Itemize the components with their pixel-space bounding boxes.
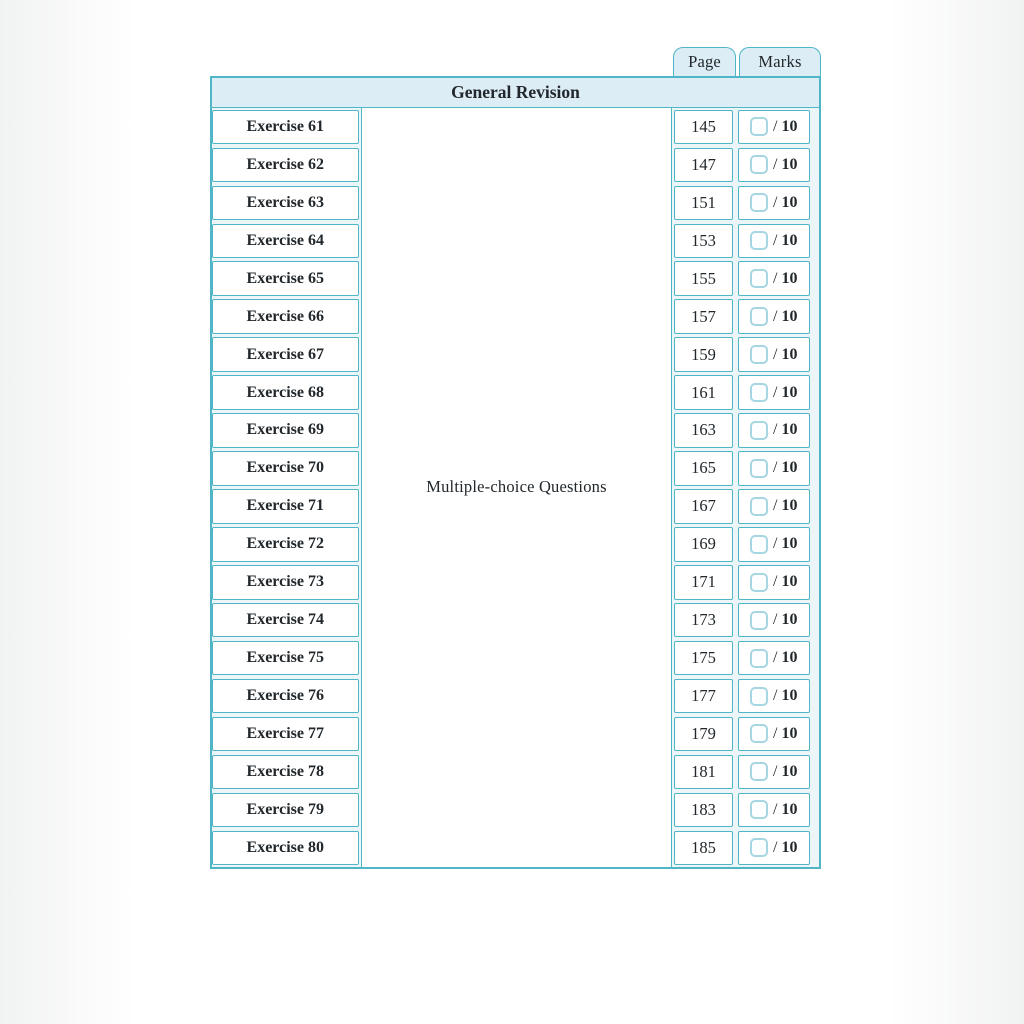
page-number: 145 — [691, 116, 716, 136]
middle-label: Multiple-choice Questions — [426, 477, 607, 497]
table-row — [212, 374, 361, 412]
page-cell — [674, 565, 733, 600]
exercise-label: Exercise 64 — [246, 231, 324, 249]
marks-checkbox[interactable] — [750, 535, 768, 554]
page-cell — [674, 527, 733, 562]
table-row — [735, 184, 819, 222]
page-number: 165 — [691, 458, 716, 478]
marks-max: 10 — [781, 421, 798, 439]
marks-slash: / — [773, 383, 778, 401]
page-number: 181 — [691, 761, 716, 781]
table-row — [735, 829, 819, 867]
marks-max: 10 — [781, 838, 798, 856]
page-cell — [674, 299, 733, 334]
marks-slash: / — [773, 838, 778, 856]
marks-cell — [738, 110, 811, 145]
tab-marks-header — [739, 47, 821, 76]
table-row — [735, 639, 819, 677]
table-row — [212, 829, 361, 867]
marks-max: 10 — [781, 762, 798, 780]
exercise-cell — [212, 641, 359, 676]
page-number: 183 — [691, 799, 716, 819]
marks-max: 10 — [781, 231, 798, 249]
table-row — [212, 791, 361, 829]
page-number: 155 — [691, 268, 716, 288]
marks-max: 10 — [781, 345, 798, 363]
page-cell — [674, 679, 733, 714]
table-row — [735, 108, 819, 146]
marks-checkbox[interactable] — [750, 193, 768, 212]
table-row — [735, 298, 819, 336]
page-number: 179 — [691, 723, 716, 743]
page-number: 177 — [691, 686, 716, 706]
table-row — [212, 639, 361, 677]
exercise-label: Exercise 78 — [246, 762, 324, 780]
table-row — [672, 563, 735, 601]
exercise-label: Exercise 66 — [246, 307, 324, 325]
table-row — [672, 108, 735, 146]
exercise-label: Exercise 70 — [246, 459, 324, 477]
exercise-label: Exercise 74 — [246, 611, 324, 629]
marks-checkbox[interactable] — [750, 762, 768, 781]
marks-checkbox[interactable] — [750, 649, 768, 668]
marks-cell — [738, 261, 811, 296]
table-row — [735, 525, 819, 563]
page-number: 147 — [691, 154, 716, 174]
page-cell — [674, 755, 733, 790]
marks-checkbox[interactable] — [750, 117, 768, 136]
page-cell — [674, 717, 733, 752]
page-number: 171 — [691, 572, 716, 592]
marks-max: 10 — [781, 611, 798, 629]
marks-checkbox[interactable] — [750, 155, 768, 174]
marks-slash: / — [773, 421, 778, 439]
table-row — [212, 563, 361, 601]
exercise-label: Exercise 71 — [246, 497, 324, 515]
exercise-label: Exercise 61 — [246, 117, 324, 135]
page-number: 169 — [691, 534, 716, 554]
marks-slash: / — [773, 762, 778, 780]
exercise-label: Exercise 62 — [246, 155, 324, 173]
exercise-cell — [212, 679, 359, 714]
marks-slash: / — [773, 155, 778, 173]
table-row — [212, 222, 361, 260]
marks-cell — [738, 186, 811, 221]
exercise-cell — [212, 793, 359, 828]
marks-max: 10 — [781, 573, 798, 591]
marks-cell — [738, 224, 811, 259]
table-row — [735, 449, 819, 487]
exercise-cell — [212, 224, 359, 259]
table-row — [212, 601, 361, 639]
marks-max: 10 — [781, 193, 798, 211]
page-cell — [674, 110, 733, 145]
table-row — [212, 336, 361, 374]
table-row — [212, 298, 361, 336]
marks-cell — [738, 831, 811, 866]
marks-slash: / — [773, 345, 778, 363]
page-number: 163 — [691, 420, 716, 440]
page-cell — [674, 489, 733, 524]
marks-cell — [738, 299, 811, 334]
marks-checkbox[interactable] — [750, 724, 768, 743]
table-row — [735, 222, 819, 260]
marks-max: 10 — [781, 535, 798, 553]
tab-page-header — [673, 47, 736, 76]
marks-column — [735, 108, 819, 867]
table-row — [672, 222, 735, 260]
page-number: 151 — [691, 192, 716, 212]
exercise-cell — [212, 755, 359, 790]
table-row — [735, 260, 819, 298]
marks-slash: / — [773, 687, 778, 705]
table-row — [672, 374, 735, 412]
marks-cell — [738, 793, 811, 828]
marks-checkbox[interactable] — [750, 307, 768, 326]
table-row — [735, 753, 819, 791]
exercise-label: Exercise 77 — [246, 724, 324, 742]
contents-table — [210, 47, 821, 869]
exercise-cell — [212, 717, 359, 752]
marks-cell — [738, 375, 811, 410]
table-row — [212, 449, 361, 487]
table-row — [735, 412, 819, 450]
table-row — [212, 677, 361, 715]
table-row — [672, 449, 735, 487]
marks-slash: / — [773, 269, 778, 287]
table-row — [212, 487, 361, 525]
table-row — [672, 336, 735, 374]
marks-slash: / — [773, 611, 778, 629]
column-tabs — [210, 47, 821, 76]
table-row — [735, 336, 819, 374]
exercise-label: Exercise 63 — [246, 193, 324, 211]
marks-checkbox[interactable] — [750, 800, 768, 819]
marks-max: 10 — [781, 269, 798, 287]
page-cell — [674, 603, 733, 638]
exercise-cell — [212, 110, 359, 145]
table-row — [735, 563, 819, 601]
marks-checkbox[interactable] — [750, 231, 768, 250]
marks-checkbox[interactable] — [750, 421, 768, 440]
page-cell — [674, 148, 733, 183]
exercise-label: Exercise 72 — [246, 535, 324, 553]
table-row — [212, 412, 361, 450]
marks-max: 10 — [781, 155, 798, 173]
page-cell — [674, 375, 733, 410]
exercise-label: Exercise 73 — [246, 573, 324, 591]
middle-column — [361, 108, 672, 867]
table-row — [735, 601, 819, 639]
exercise-cell — [212, 413, 359, 448]
marks-checkbox[interactable] — [750, 611, 768, 630]
table-row — [735, 487, 819, 525]
marks-checkbox[interactable] — [750, 838, 768, 857]
table-row — [735, 677, 819, 715]
table-row — [672, 525, 735, 563]
table-row — [212, 753, 361, 791]
table-body — [212, 108, 819, 867]
page-number: 167 — [691, 496, 716, 516]
marks-max: 10 — [781, 383, 798, 401]
table-row — [672, 791, 735, 829]
marks-cell — [738, 413, 811, 448]
exercise-label: Exercise 75 — [246, 649, 324, 667]
table-row — [672, 146, 735, 184]
marks-column-label: Marks — [758, 52, 802, 71]
marks-max: 10 — [781, 687, 798, 705]
marks-checkbox[interactable] — [750, 345, 768, 364]
marks-cell — [738, 755, 811, 790]
page-cell — [674, 831, 733, 866]
marks-max: 10 — [781, 497, 798, 515]
page-cell — [674, 337, 733, 372]
table-title-row — [212, 78, 819, 108]
exercise-cell — [212, 565, 359, 600]
marks-slash: / — [773, 800, 778, 818]
page-number: 175 — [691, 648, 716, 668]
marks-slash: / — [773, 117, 778, 135]
exercise-column — [212, 108, 361, 867]
table-row — [672, 715, 735, 753]
marks-checkbox[interactable] — [750, 573, 768, 592]
marks-cell — [738, 489, 811, 524]
marks-checkbox[interactable] — [750, 687, 768, 706]
marks-max: 10 — [781, 724, 798, 742]
table-row — [212, 715, 361, 753]
table-row — [212, 184, 361, 222]
page-cell — [674, 224, 733, 259]
table-row — [672, 298, 735, 336]
page-cell — [674, 186, 733, 221]
exercise-cell — [212, 299, 359, 334]
marks-cell — [738, 337, 811, 372]
marks-slash: / — [773, 573, 778, 591]
table-row — [735, 374, 819, 412]
marks-slash: / — [773, 193, 778, 211]
marks-slash: / — [773, 535, 778, 553]
page-number: 159 — [691, 344, 716, 364]
marks-checkbox[interactable] — [750, 459, 768, 478]
marks-slash: / — [773, 307, 778, 325]
marks-max: 10 — [781, 117, 798, 135]
exercise-cell — [212, 148, 359, 183]
table-row — [735, 146, 819, 184]
exercise-cell — [212, 489, 359, 524]
marks-cell — [738, 603, 811, 638]
marks-checkbox[interactable] — [750, 497, 768, 516]
table-row — [672, 487, 735, 525]
table-row — [672, 601, 735, 639]
exercise-label: Exercise 76 — [246, 687, 324, 705]
table-row — [212, 146, 361, 184]
marks-slash: / — [773, 231, 778, 249]
exercise-label: Exercise 69 — [246, 421, 324, 439]
page-number: 157 — [691, 306, 716, 326]
marks-checkbox[interactable] — [750, 269, 768, 288]
page-number: 153 — [691, 230, 716, 250]
revision-table — [210, 76, 821, 869]
marks-cell — [738, 641, 811, 676]
page-cell — [674, 261, 733, 296]
marks-slash: / — [773, 649, 778, 667]
page-number: 185 — [691, 837, 716, 857]
exercise-label: Exercise 68 — [246, 383, 324, 401]
table-title: General Revision — [451, 82, 580, 102]
marks-max: 10 — [781, 459, 798, 477]
marks-cell — [738, 565, 811, 600]
table-row — [672, 753, 735, 791]
exercise-cell — [212, 527, 359, 562]
exercise-cell — [212, 603, 359, 638]
exercise-label: Exercise 80 — [246, 838, 324, 856]
marks-checkbox[interactable] — [750, 383, 768, 402]
page-cell — [674, 793, 733, 828]
exercise-label: Exercise 79 — [246, 800, 324, 818]
marks-max: 10 — [781, 649, 798, 667]
marks-slash: / — [773, 459, 778, 477]
page-cell — [674, 413, 733, 448]
table-row — [672, 639, 735, 677]
table-row — [672, 184, 735, 222]
table-row — [672, 829, 735, 867]
marks-max: 10 — [781, 800, 798, 818]
table-row — [212, 260, 361, 298]
page-cell — [674, 641, 733, 676]
exercise-cell — [212, 375, 359, 410]
marks-cell — [738, 527, 811, 562]
marks-slash: / — [773, 724, 778, 742]
marks-cell — [738, 679, 811, 714]
marks-slash: / — [773, 497, 778, 515]
page-cell — [674, 451, 733, 486]
exercise-cell — [212, 451, 359, 486]
exercise-cell — [212, 261, 359, 296]
marks-cell — [738, 451, 811, 486]
marks-cell — [738, 717, 811, 752]
table-row — [672, 677, 735, 715]
table-row — [212, 108, 361, 146]
table-row — [672, 412, 735, 450]
page-edge-shadow-right — [889, 0, 1024, 1024]
table-row — [735, 715, 819, 753]
exercise-cell — [212, 831, 359, 866]
table-row — [672, 260, 735, 298]
table-row — [212, 525, 361, 563]
page-column-label: Page — [688, 52, 721, 71]
page-number: 161 — [691, 382, 716, 402]
exercise-cell — [212, 186, 359, 221]
exercise-label: Exercise 65 — [246, 269, 324, 287]
table-row — [735, 791, 819, 829]
marks-max: 10 — [781, 307, 798, 325]
page-column — [672, 108, 735, 867]
exercise-cell — [212, 337, 359, 372]
page-number: 173 — [691, 610, 716, 630]
marks-cell — [738, 148, 811, 183]
page-edge-shadow-left — [0, 0, 135, 1024]
exercise-label: Exercise 67 — [246, 345, 324, 363]
